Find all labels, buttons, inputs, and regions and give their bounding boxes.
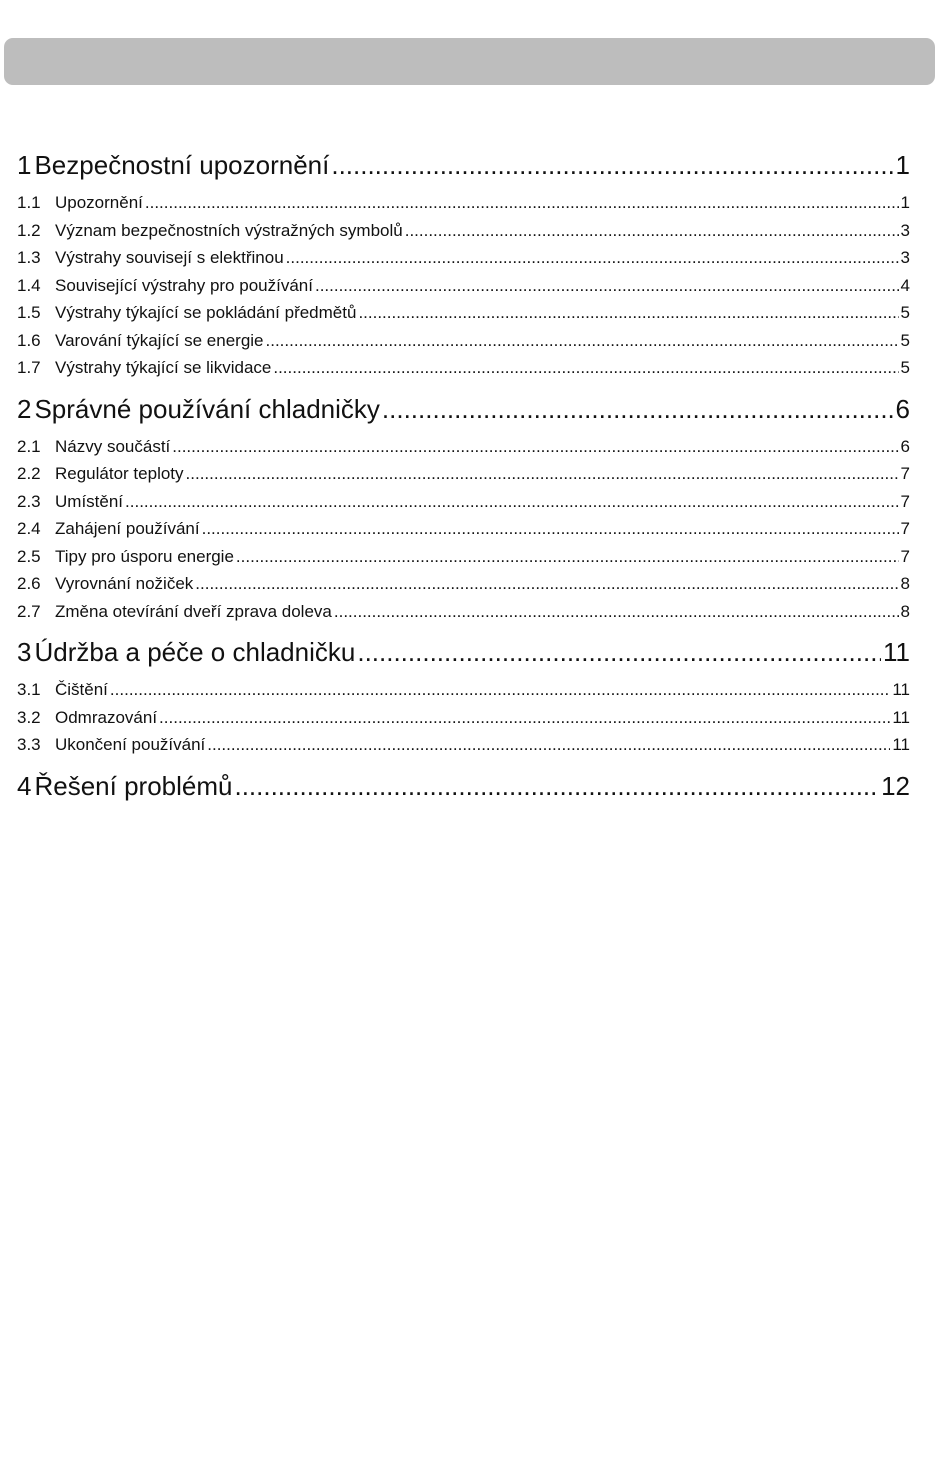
section-page: 8 — [900, 601, 910, 621]
section-title: Výstrahy týkající se likvidace — [55, 358, 272, 377]
dot-leader — [331, 142, 893, 188]
dot-leader — [334, 598, 899, 626]
toc-section-entry[interactable] — [17, 299, 910, 327]
toc-section-entry[interactable] — [17, 543, 910, 571]
dot-leader — [195, 570, 898, 598]
dot-leader — [358, 299, 898, 327]
section-title: Související výstrahy pro používání — [55, 275, 313, 295]
toc-section-entry[interactable] — [17, 731, 910, 759]
chapter-number: 2 — [17, 393, 32, 424]
section-title: Varování týkající se energie — [55, 330, 264, 350]
toc-section-entry[interactable] — [17, 460, 910, 488]
section-number: 3.3 — [17, 735, 41, 754]
toc-chapter-4 — [17, 763, 910, 809]
section-page: 3 — [900, 248, 910, 267]
section-title: Změna otevírání dveří zprava doleva — [55, 601, 332, 621]
section-number: 2.6 — [17, 574, 41, 593]
dot-leader — [202, 515, 899, 543]
dot-leader — [145, 189, 899, 217]
section-title: Odmrazování — [55, 707, 158, 727]
dot-leader — [186, 460, 899, 488]
chapter-number: 1 — [17, 150, 32, 180]
section-page: 11 — [892, 707, 910, 727]
dot-leader — [273, 354, 898, 382]
section-number: 2.3 — [17, 491, 41, 511]
dot-leader — [286, 244, 899, 272]
toc-chapter-entry[interactable] — [17, 763, 910, 809]
section-number: 3.2 — [17, 707, 41, 727]
chapter-page: 11 — [883, 637, 910, 667]
section-page: 6 — [900, 436, 910, 456]
section-page: 5 — [900, 330, 910, 350]
toc-chapter-2 — [17, 386, 910, 626]
section-number: 2.5 — [17, 546, 41, 566]
toc-chapter-entry[interactable] — [17, 629, 910, 675]
section-page: 7 — [900, 546, 910, 566]
section-title: Čištění — [55, 680, 108, 699]
section-number: 1.5 — [17, 303, 41, 322]
section-number: 2.4 — [17, 519, 41, 538]
dot-leader — [207, 731, 890, 759]
toc-section-entry[interactable] — [17, 354, 910, 382]
dot-leader — [315, 272, 899, 300]
section-number: 1.1 — [17, 193, 41, 212]
toc-section-entry[interactable] — [17, 217, 910, 245]
section-number: 1.7 — [17, 358, 41, 377]
section-page: 4 — [900, 275, 910, 295]
toc-chapter-entry[interactable] — [17, 142, 910, 188]
section-page: 11 — [892, 680, 910, 699]
toc-section-entry[interactable] — [17, 704, 910, 732]
section-page: 7 — [900, 464, 910, 483]
chapter-title: Bezpečnostní upozornění — [34, 150, 330, 180]
section-page: 1 — [900, 193, 910, 212]
chapter-page: 12 — [881, 770, 910, 801]
section-number: 2.1 — [17, 436, 41, 456]
section-title: Výstrahy týkající se pokládání předmětů — [55, 303, 357, 322]
section-title: Výstrahy souvisejí s elektřinou — [55, 248, 284, 267]
section-number: 1.3 — [17, 248, 41, 267]
toc-section-entry[interactable] — [17, 272, 910, 300]
dot-leader — [382, 386, 894, 432]
toc-section-entry[interactable] — [17, 327, 910, 355]
section-title: Tipy pro úsporu energie — [55, 546, 234, 566]
chapter-number: 4 — [17, 770, 32, 801]
toc-chapter-1 — [17, 142, 910, 382]
section-page: 5 — [900, 303, 910, 322]
section-title: Regulátor teploty — [55, 464, 184, 483]
section-page: 8 — [900, 574, 910, 593]
section-title: Význam bezpečnostních výstražných symbolů — [55, 220, 403, 240]
dot-leader — [159, 704, 890, 732]
section-title: Ukončení používání — [55, 735, 206, 754]
toc-chapter-entry[interactable] — [17, 386, 910, 432]
dot-leader — [172, 433, 898, 461]
dot-leader — [266, 327, 899, 355]
section-number: 2.7 — [17, 601, 41, 621]
toc-section-entry[interactable] — [17, 570, 910, 598]
chapter-title: Údržba a péče o chladničku — [34, 637, 356, 667]
toc-section-entry[interactable] — [17, 189, 910, 217]
chapter-page: 6 — [895, 393, 910, 424]
toc-section-entry[interactable] — [17, 676, 910, 704]
header-bar — [4, 38, 935, 85]
chapter-title: Řešení problémů — [34, 770, 233, 801]
toc-section-entry[interactable] — [17, 488, 910, 516]
section-title: Zahájení používání — [55, 519, 200, 538]
section-page: 7 — [900, 491, 910, 511]
section-number: 3.1 — [17, 680, 41, 699]
toc-chapter-3 — [17, 629, 910, 759]
table-of-contents — [17, 139, 910, 809]
chapter-number: 3 — [17, 637, 32, 667]
dot-leader — [110, 676, 890, 704]
section-title: Názvy součástí — [55, 436, 171, 456]
section-title: Umístění — [55, 491, 124, 511]
dot-leader — [125, 488, 899, 516]
section-number: 1.6 — [17, 330, 41, 350]
dot-leader — [236, 543, 899, 571]
dot-leader — [357, 629, 881, 675]
toc-section-entry[interactable] — [17, 433, 910, 461]
section-page: 11 — [892, 735, 910, 754]
section-page: 3 — [900, 220, 910, 240]
dot-leader — [234, 763, 879, 809]
section-title: Upozornění — [55, 193, 143, 212]
section-number: 2.2 — [17, 464, 41, 483]
section-title: Vyrovnání nožiček — [55, 574, 194, 593]
toc-section-entry[interactable] — [17, 515, 910, 543]
section-number: 1.2 — [17, 220, 41, 240]
toc-section-entry[interactable] — [17, 598, 910, 626]
section-page: 7 — [900, 519, 910, 538]
section-page: 5 — [900, 358, 910, 377]
chapter-title: Správné používání chladničky — [34, 393, 380, 424]
dot-leader — [405, 217, 899, 245]
section-number: 1.4 — [17, 275, 41, 295]
chapter-page: 1 — [895, 150, 910, 180]
toc-section-entry[interactable] — [17, 244, 910, 272]
